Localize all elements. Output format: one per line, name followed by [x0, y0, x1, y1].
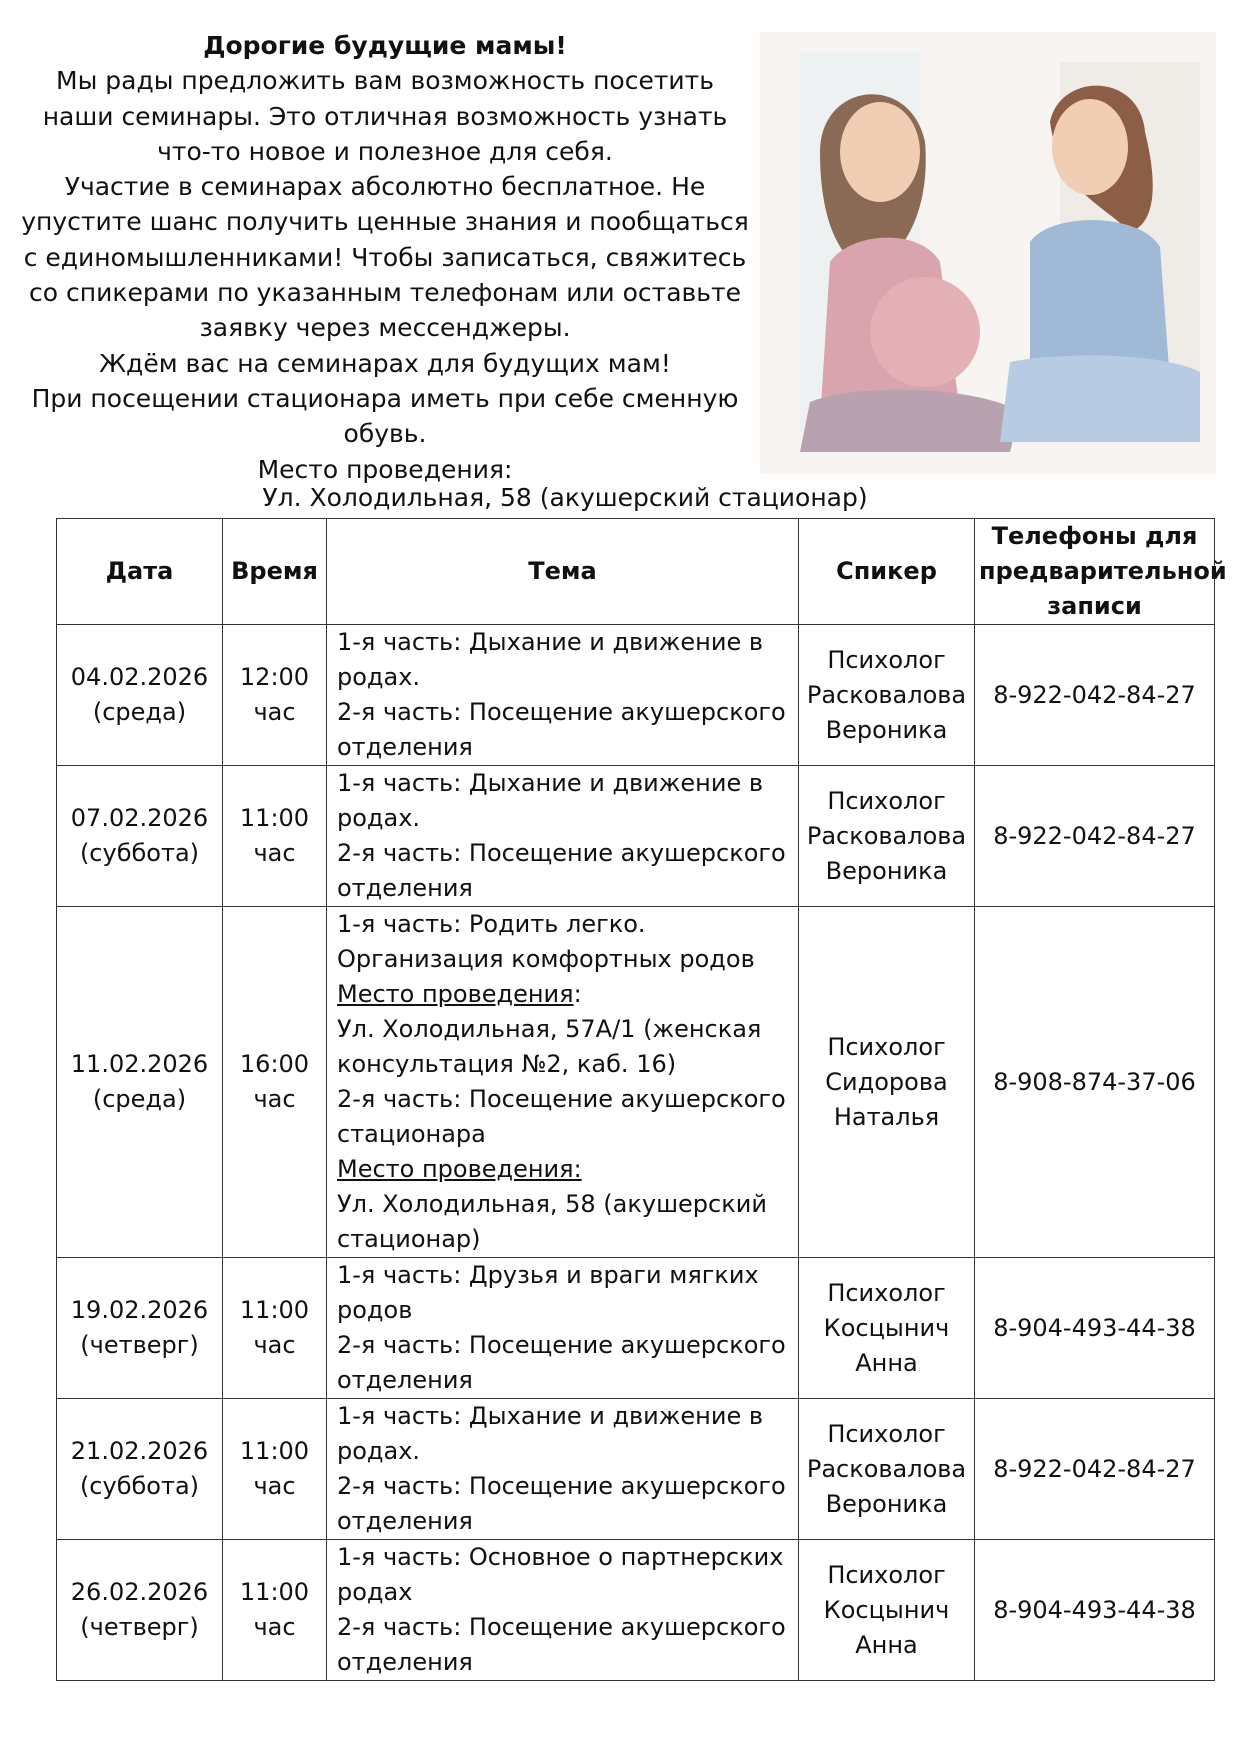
topic-cell	[327, 907, 799, 1258]
speaker-cell	[799, 766, 975, 907]
intro-paragraph-3: Ждём вас на семинарах для будущих мам!	[99, 348, 671, 378]
speaker-name: Анна	[855, 1630, 918, 1659]
phone-cell: 8-922-042-84-27	[975, 1399, 1215, 1540]
phone-cell: 8-904-493-44-38	[975, 1540, 1215, 1681]
speaker-cell	[799, 1399, 975, 1540]
header-time: Время	[223, 519, 327, 625]
place-1-label: Место проведения	[337, 980, 574, 1008]
place-1	[337, 977, 790, 1012]
venue-address: Ул. Холодильная, 58 (акушерский стационар)	[262, 483, 868, 512]
table-row	[57, 625, 1215, 766]
table-header-row	[57, 519, 1215, 625]
phone-cell: 8-922-042-84-27	[975, 625, 1215, 766]
phone-cell: 8-904-493-44-38	[975, 1258, 1215, 1399]
date-cell	[57, 1540, 223, 1681]
time-unit: час	[253, 698, 296, 726]
speaker-name: Вероника	[825, 856, 948, 885]
topic-cell	[327, 625, 799, 766]
speaker-role: Психолог	[827, 1419, 946, 1448]
speaker-surname: Косцынич	[823, 1595, 950, 1624]
place-1-colon: :	[573, 980, 582, 1008]
speaker-role: Психолог	[827, 1032, 946, 1061]
seminar-schedule-table	[56, 518, 1227, 1681]
time-unit: час	[253, 1613, 296, 1641]
intro-paragraph-4: При посещении стационара иметь при себе сменную обувь.	[31, 383, 739, 449]
topic-part-2: 2-я часть: Посещение акушерского отделения	[337, 698, 786, 761]
pregnant-woman-and-nurse-icon	[760, 32, 1216, 474]
illustration-image	[760, 32, 1216, 474]
date-value: 26.02.2026	[70, 1578, 209, 1606]
topic-part-2: 2-я часть: Посещение акушерского отделения	[337, 1331, 786, 1394]
speaker-role: Психолог	[827, 645, 946, 674]
header-phone: Телефоны для предварительной записи	[975, 519, 1215, 625]
header-speaker: Спикер	[799, 519, 975, 625]
weekday-value: (суббота)	[79, 839, 200, 867]
topic-part-2: 2-я часть: Посещение акушерского отделения	[337, 1613, 786, 1676]
time-value: 11:00	[239, 1578, 310, 1606]
time-cell	[223, 1399, 327, 1540]
greeting-heading: Дорогие будущие мамы!	[203, 31, 567, 60]
speaker-role: Психолог	[827, 1278, 946, 1307]
header-topic: Тема	[327, 519, 799, 625]
speaker-cell	[799, 907, 975, 1258]
weekday-value: (суббота)	[79, 1472, 200, 1500]
date-cell	[57, 766, 223, 907]
weekday-value: (четверг)	[80, 1613, 199, 1641]
table-row	[57, 1399, 1215, 1540]
time-value: 12:00	[239, 663, 310, 691]
phone-cell: 8-922-042-84-27	[975, 766, 1215, 907]
intro-paragraph-2: Участие в семинарах абсолютно бесплатное. Не упустите шанс получить ценные знания и пообщаться с единомышленниками! Чтобы записаться, свяжитесь со спикерами по указанным телефонам или оставьте заявку через мессенджеры.	[21, 172, 749, 343]
place-2-label: Место проведения:	[337, 1155, 582, 1183]
speaker-cell	[799, 625, 975, 766]
time-cell	[223, 625, 327, 766]
phone-cell: 8-908-874-37-06	[975, 907, 1215, 1258]
time-value: 16:00	[239, 1050, 310, 1078]
speaker-name: Вероника	[825, 1489, 948, 1518]
topic-part-1: 1-я часть: Основное о партнерских родах	[337, 1543, 784, 1606]
weekday-value: (среда)	[92, 698, 187, 726]
topic-cell	[327, 1399, 799, 1540]
topic-cell	[327, 1258, 799, 1399]
weekday-value: (четверг)	[80, 1331, 199, 1359]
time-cell	[223, 1258, 327, 1399]
time-unit: час	[253, 1085, 296, 1113]
topic-cell	[327, 1540, 799, 1681]
time-value: 11:00	[239, 1437, 310, 1465]
date-value: 19.02.2026	[70, 1296, 209, 1324]
time-cell	[223, 766, 327, 907]
date-cell	[57, 1258, 223, 1399]
time-cell	[223, 907, 327, 1258]
table-row	[57, 1540, 1215, 1681]
speaker-role: Психолог	[827, 1560, 946, 1589]
date-value: 07.02.2026	[70, 804, 209, 832]
topic-part-1: 1-я часть: Дыхание и движение в родах.	[337, 769, 763, 832]
table-row	[57, 766, 1215, 907]
topic-part-1: 1-я часть: Дыхание и движение в родах.	[337, 1402, 763, 1465]
date-value: 04.02.2026	[70, 663, 209, 691]
topic-part-1: 1-я часть: Друзья и враги мягких родов	[337, 1261, 759, 1324]
place-1-address: Ул. Холодильная, 57А/1 (женская консультация №2, каб. 16)	[337, 1015, 762, 1078]
weekday-value: (среда)	[92, 1085, 187, 1113]
speaker-surname: Косцынич	[823, 1313, 950, 1342]
place-2	[337, 1152, 790, 1187]
table-row	[57, 1258, 1215, 1399]
intro-text	[20, 28, 750, 487]
venue-label: Место проведения:	[257, 454, 513, 484]
speaker-name: Анна	[855, 1348, 918, 1377]
date-value: 21.02.2026	[70, 1437, 209, 1465]
time-unit: час	[253, 839, 296, 867]
intro-paragraph-1: Мы рады предложить вам возможность посетить наши семинары. Это отличная возможность узнать что-то новое и полезное для себя.	[42, 66, 728, 166]
speaker-cell	[799, 1258, 975, 1399]
time-value: 11:00	[239, 804, 310, 832]
time-unit: час	[253, 1472, 296, 1500]
time-value: 11:00	[239, 1296, 310, 1324]
speaker-name: Вероника	[825, 715, 948, 744]
header-date: Дата	[57, 519, 223, 625]
topic-part-2: 2-я часть: Посещение акушерского отделения	[337, 1472, 786, 1535]
time-unit: час	[253, 1331, 296, 1359]
speaker-surname: Расковалова	[806, 821, 967, 850]
topic-cell	[327, 766, 799, 907]
date-cell	[57, 625, 223, 766]
speaker-name: Наталья	[833, 1102, 940, 1131]
place-2-address: Ул. Холодильная, 58 (акушерский стационар)	[337, 1190, 767, 1253]
date-value: 11.02.2026	[70, 1050, 209, 1078]
speaker-cell	[799, 1540, 975, 1681]
table-row	[57, 907, 1215, 1258]
time-cell	[223, 1540, 327, 1681]
speaker-surname: Расковалова	[806, 680, 967, 709]
speaker-surname: Расковалова	[806, 1454, 967, 1483]
speaker-role: Психолог	[827, 786, 946, 815]
speaker-surname: Сидорова	[825, 1067, 948, 1096]
topic-part-2: 2-я часть: Посещение акушерского отделения	[337, 839, 786, 902]
topic-part-1: 1-я часть: Родить легко. Организация комфортных родов	[337, 910, 755, 973]
date-cell	[57, 1399, 223, 1540]
topic-part-2: 2-я часть: Посещение акушерского стационара	[337, 1085, 786, 1148]
topic-part-1: 1-я часть: Дыхание и движение в родах.	[337, 628, 763, 691]
date-cell	[57, 907, 223, 1258]
